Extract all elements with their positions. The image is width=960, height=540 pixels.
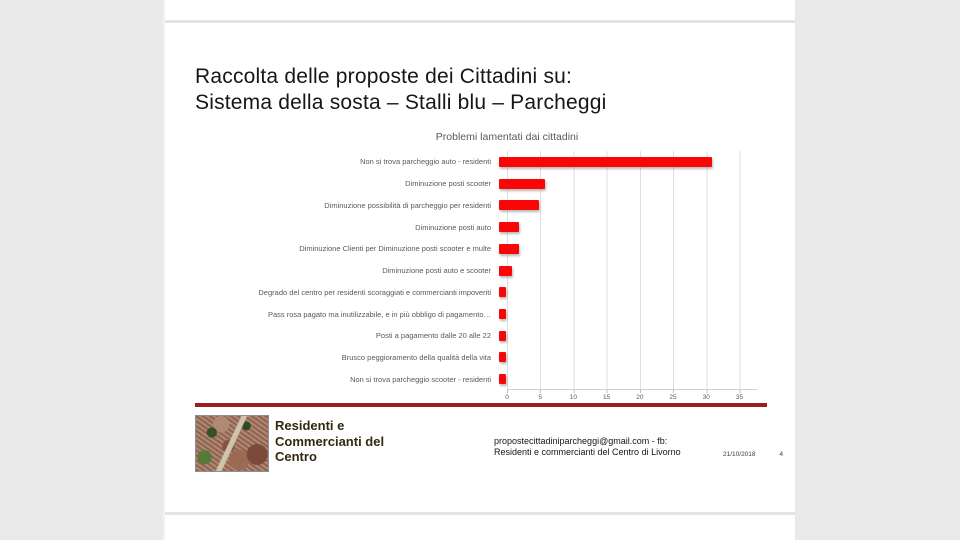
chart-row: [195, 194, 757, 216]
bar-zone: [499, 151, 757, 173]
chart-row: [195, 216, 757, 238]
category-label: Posti a pagamento dalle 20 alle 22: [375, 331, 491, 341]
bar-zone: [499, 194, 757, 216]
category-label: Diminuzione posti scooter: [405, 179, 491, 189]
category-label: Non si trova parcheggio auto - residenti: [360, 157, 491, 167]
x-axis-tick-label: 25: [669, 394, 677, 401]
bar: [499, 179, 545, 189]
chart-row: [195, 173, 757, 195]
org-logo-aerial-photo: [195, 415, 269, 472]
footer-contact-facebook: Residenti e commercianti del Centro di Livorno: [494, 447, 681, 457]
chart-title: Problemi lamentati dai cittadini: [435, 131, 579, 143]
bar-zone: [499, 216, 757, 238]
bar: [499, 352, 506, 362]
bar-zone: [499, 303, 757, 325]
chart-row: [195, 260, 757, 282]
bar: [499, 200, 539, 210]
category-label: Diminuzione Clienti per Diminuzione posti scooter e multe: [299, 244, 491, 254]
bar-zone: [499, 325, 757, 347]
slide-title-line1: Raccolta delle proposte dei Cittadini su:: [195, 65, 573, 88]
category-label: Diminuzione possibilità di parcheggio per residenti: [324, 200, 491, 210]
bar-zone: [499, 281, 757, 303]
bar: [499, 331, 506, 341]
slide-title: [195, 64, 755, 116]
bar-zone: [499, 260, 757, 282]
chart-row: [195, 238, 757, 260]
slide-boundary-top: [165, 20, 795, 23]
x-axis-tick-label: 0: [505, 394, 509, 401]
bar: [499, 287, 506, 297]
chart-row: [195, 325, 757, 347]
presentation-slide: [163, 0, 795, 540]
bar: [499, 244, 519, 254]
x-axis-tick-label: 5: [538, 394, 543, 401]
footer-meta: [723, 451, 783, 458]
category-label: Brusco peggioramento della qualità della vita: [341, 352, 491, 362]
chart-row: [195, 281, 757, 303]
category-label: Diminuzione posti auto e scooter: [382, 266, 491, 276]
bar: [499, 222, 519, 232]
x-axis-tick-label: 10: [569, 394, 578, 401]
bar: [499, 309, 506, 319]
category-label: Diminuzione posti auto: [415, 222, 491, 232]
slide-date: 21/10/2018: [723, 451, 756, 458]
x-axis-tick-label: 30: [702, 394, 710, 401]
x-axis-tick-label: 35: [735, 394, 744, 401]
footer-contact-info: [494, 436, 681, 458]
category-label: Degrado del centro per residenti scoraggiati e commercianti impoveriti: [258, 287, 491, 297]
chart-row: [195, 368, 757, 390]
chart-row: [195, 347, 757, 369]
bar: [499, 374, 506, 384]
category-label: Non si trova parcheggio scooter - residenti: [350, 374, 491, 384]
footer-org-name: Residenti e Commercianti del Centro: [275, 418, 385, 464]
bar-zone: [499, 347, 757, 369]
chart-row: [195, 151, 757, 173]
chart-axis-tickmarks: [507, 390, 757, 393]
bar-zone: [499, 173, 757, 195]
chart-row: [195, 303, 757, 325]
slide-title-line2: Sistema della sosta – Stalli blu – Parcheggi: [195, 91, 607, 114]
slide-page-number: 4: [779, 451, 783, 458]
bar: [499, 266, 512, 276]
slide-boundary-bottom: [165, 512, 795, 515]
bar: [499, 157, 712, 167]
footer-contact-email: propostecittadiniparcheggi@gmail.com - fb:: [494, 436, 668, 446]
bar-zone: [499, 368, 757, 390]
category-label: Pass rosa pagato ma inutilizzabile, e in più obbligo di pagamento…: [267, 309, 491, 319]
x-axis-tick-label: 20: [636, 394, 644, 401]
bar-chart: [195, 151, 757, 390]
slide-accent-divider: [195, 403, 767, 407]
bar-zone: [499, 238, 757, 260]
x-axis-tick-label: 15: [603, 394, 611, 401]
